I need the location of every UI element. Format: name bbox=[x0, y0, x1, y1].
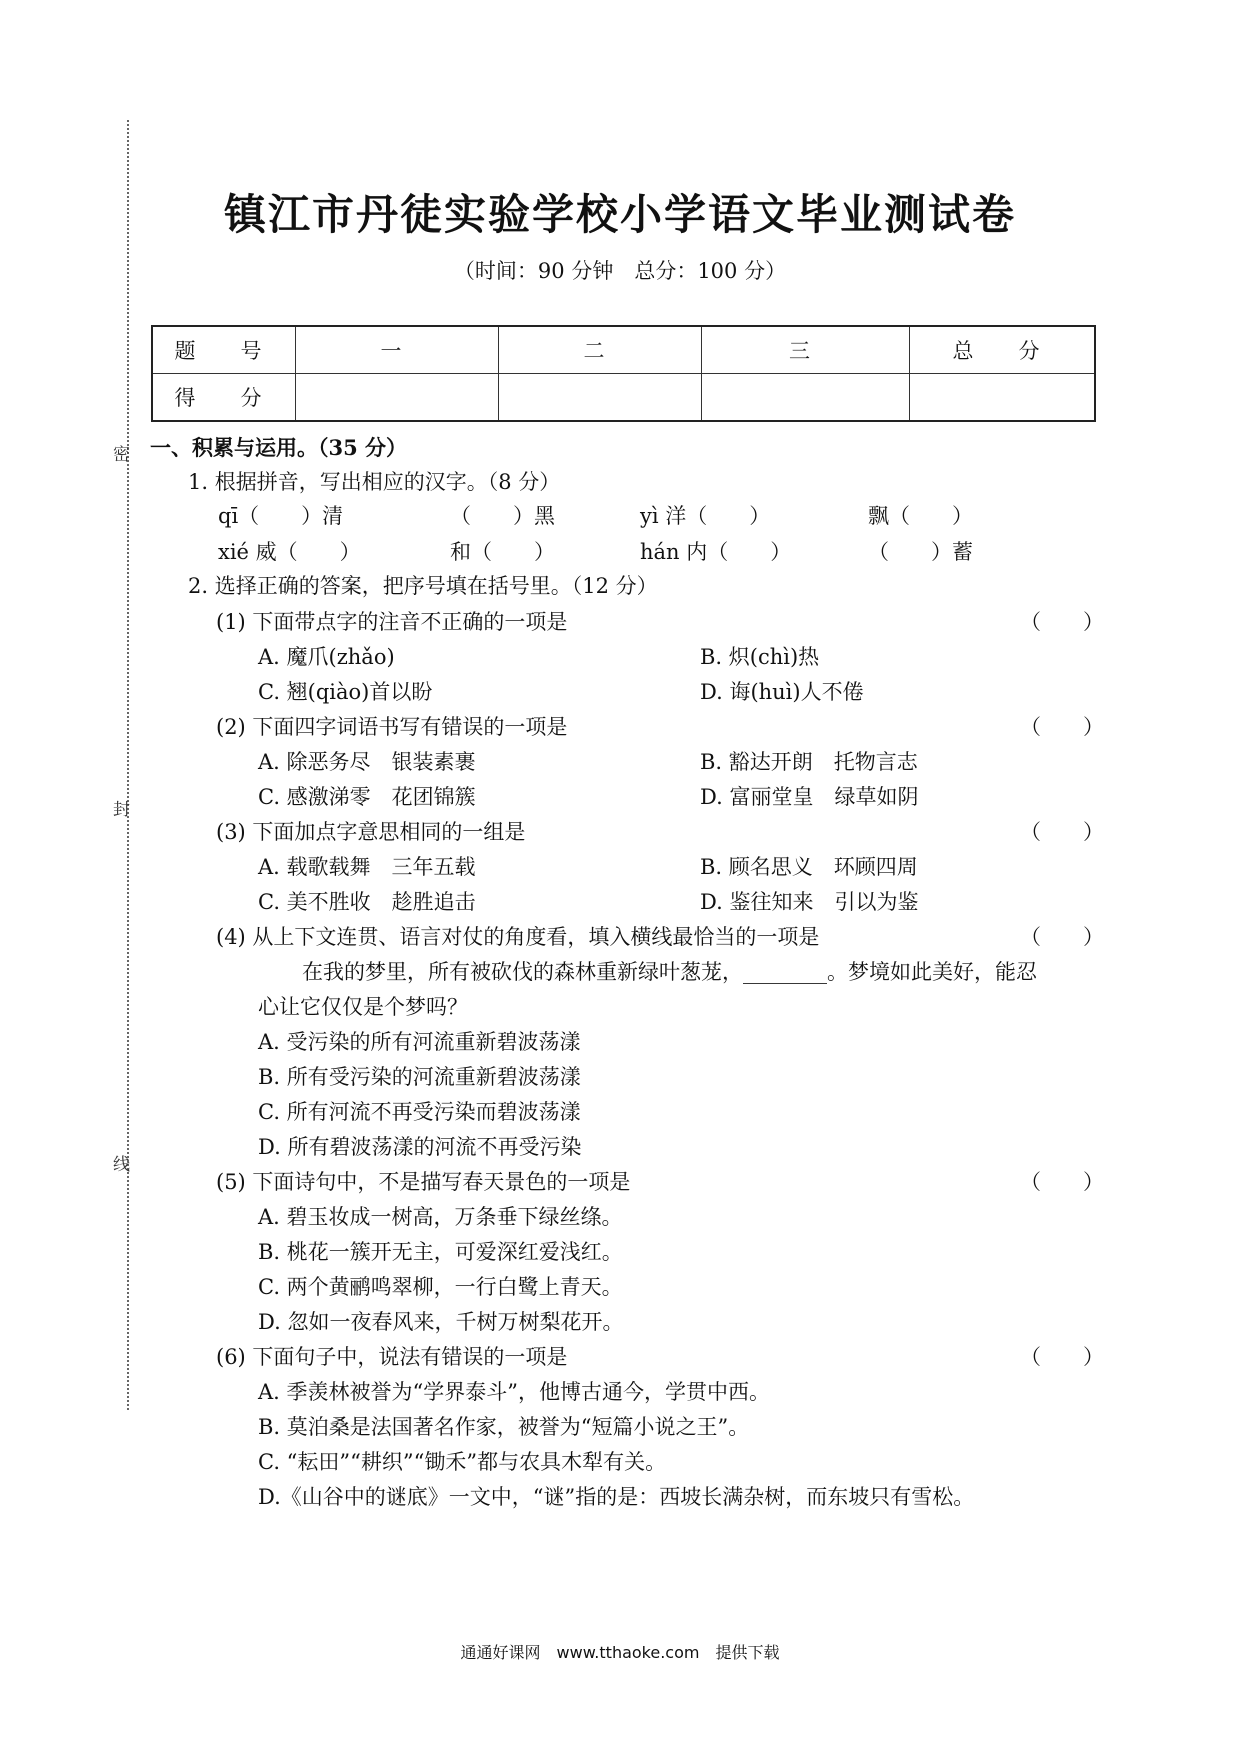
sub-question-stem: (2) 下面四字词语书写有错误的一项是 bbox=[216, 715, 568, 739]
option: C. 感激涕零 花团锦簇 bbox=[258, 785, 476, 809]
option: D. 忽如一夜春风来，千树万树梨花开。 bbox=[258, 1310, 624, 1334]
option: A. 载歌载舞 三年五载 bbox=[258, 855, 476, 879]
option: A. 受污染的所有河流重新碧波荡漾 bbox=[258, 1030, 581, 1054]
section-heading: 一、积累与运用。（35 分） bbox=[150, 435, 408, 460]
score-input-cell[interactable] bbox=[910, 374, 1096, 422]
sub-question-stem: (5) 下面诗句中，不是描写春天景色的一项是 bbox=[216, 1170, 631, 1194]
binding-mark-mi: 密 bbox=[113, 445, 130, 465]
answer-blank[interactable]: （ ） bbox=[1020, 1345, 1104, 1369]
answer-blank[interactable]: （ ） bbox=[1020, 820, 1104, 844]
score-header-cell: 二 bbox=[499, 326, 702, 374]
pinyin-item: yì 洋（ ） bbox=[640, 504, 771, 528]
score-table bbox=[151, 325, 1096, 422]
score-input-cell[interactable] bbox=[702, 374, 910, 422]
option: B. 莫泊桑是法国著名作家，被誉为“短篇小说之王”。 bbox=[258, 1415, 750, 1439]
option: C. 两个黄鹂鸣翠柳，一行白鹭上青天。 bbox=[258, 1275, 623, 1299]
option: A. 碧玉妆成一树高，万条垂下绿丝绦。 bbox=[258, 1205, 623, 1229]
option: D.《山谷中的谜底》一文中，“谜”指的是：西坡长满杂树，而东坡只有雪松。 bbox=[258, 1485, 975, 1509]
score-header-cell: 一 bbox=[296, 326, 499, 374]
pinyin-item: 飘（ ） bbox=[868, 504, 973, 528]
option: B. 豁达开朗 托物言志 bbox=[700, 750, 918, 774]
option: D. 诲(huì)人不倦 bbox=[700, 680, 864, 704]
option: A. 除恶务尽 银装素裹 bbox=[258, 750, 476, 774]
score-header-cell: 题 号 bbox=[152, 326, 296, 374]
option: B. 所有受污染的河流重新碧波荡漾 bbox=[258, 1065, 581, 1089]
score-header-cell: 总 分 bbox=[910, 326, 1096, 374]
option: A. 魔爪(zhǎo) bbox=[258, 645, 395, 669]
pinyin-item: hán 内（ ） bbox=[640, 540, 792, 564]
option: A. 季羡林被誉为“学界泰斗”，他博古通今，学贯中西。 bbox=[258, 1380, 770, 1404]
sub-question-stem: (3) 下面加点字意思相同的一组是 bbox=[216, 820, 526, 844]
answer-blank[interactable]: （ ） bbox=[1020, 610, 1104, 634]
passage-text: 在我的梦里，所有被砍伐的森林重新绿叶葱茏，________。梦境如此美好，能忍 bbox=[302, 960, 1037, 984]
passage-text: 心让它仅仅是个梦吗？ bbox=[258, 995, 468, 1019]
score-label-cell: 得 分 bbox=[152, 374, 296, 422]
sub-question-stem: (6) 下面句子中，说法有错误的一项是 bbox=[216, 1345, 568, 1369]
option: B. 炽(chì)热 bbox=[700, 645, 820, 669]
option: B. 顾名思义 环顾四周 bbox=[700, 855, 918, 879]
footer-credit: 通通好课网 www.tthaoke.com 提供下载 bbox=[460, 1643, 780, 1662]
pinyin-item: 和（ ） bbox=[450, 540, 555, 564]
binding-mark-xian: 线 bbox=[113, 1155, 130, 1175]
exam-title: 镇江市丹徒实验学校小学语文毕业测试卷 bbox=[223, 190, 1016, 239]
option: C. “耘田”“耕织”“锄禾”都与农具木犁有关。 bbox=[258, 1450, 667, 1474]
sub-question-stem: (4) 从上下文连贯、语言对仗的角度看，填入横线最恰当的一项是 bbox=[216, 925, 820, 949]
answer-blank[interactable]: （ ） bbox=[1020, 1170, 1104, 1194]
sub-question-stem: (1) 下面带点字的注音不正确的一项是 bbox=[216, 610, 568, 634]
pinyin-item: （ ）蓄 bbox=[868, 540, 973, 564]
binding-dotted-line bbox=[127, 120, 129, 1410]
pinyin-item: （ ）黑 bbox=[450, 504, 555, 528]
score-header-row bbox=[152, 326, 1095, 374]
answer-blank[interactable]: （ ） bbox=[1020, 925, 1104, 949]
option: D. 鉴往知来 引以为鉴 bbox=[700, 890, 919, 914]
score-input-cell[interactable] bbox=[499, 374, 702, 422]
score-value-row bbox=[152, 374, 1095, 422]
q2-stem: 2. 选择正确的答案，把序号填在括号里。（12 分） bbox=[188, 574, 658, 598]
option: C. 翘(qiào)首以盼 bbox=[258, 680, 433, 704]
option: D. 富丽堂皇 绿草如阴 bbox=[700, 785, 919, 809]
q1-stem: 1. 根据拼音，写出相应的汉字。（8 分） bbox=[188, 470, 561, 494]
option: C. 所有河流不再受污染而碧波荡漾 bbox=[258, 1100, 581, 1124]
pinyin-item: xié 威（ ） bbox=[218, 540, 361, 564]
binding-mark-feng: 封 bbox=[113, 800, 130, 820]
pinyin-item: qī（ ）清 bbox=[218, 504, 344, 528]
option: B. 桃花一簇开无主，可爱深红爱浅红。 bbox=[258, 1240, 623, 1264]
option: D. 所有碧波荡漾的河流不再受污染 bbox=[258, 1135, 582, 1159]
answer-blank[interactable]: （ ） bbox=[1020, 715, 1104, 739]
score-header-cell: 三 bbox=[702, 326, 910, 374]
exam-subtitle: （时间：90 分钟 总分：100 分） bbox=[453, 259, 787, 283]
option: C. 美不胜收 趁胜追击 bbox=[258, 890, 476, 914]
score-input-cell[interactable] bbox=[296, 374, 499, 422]
